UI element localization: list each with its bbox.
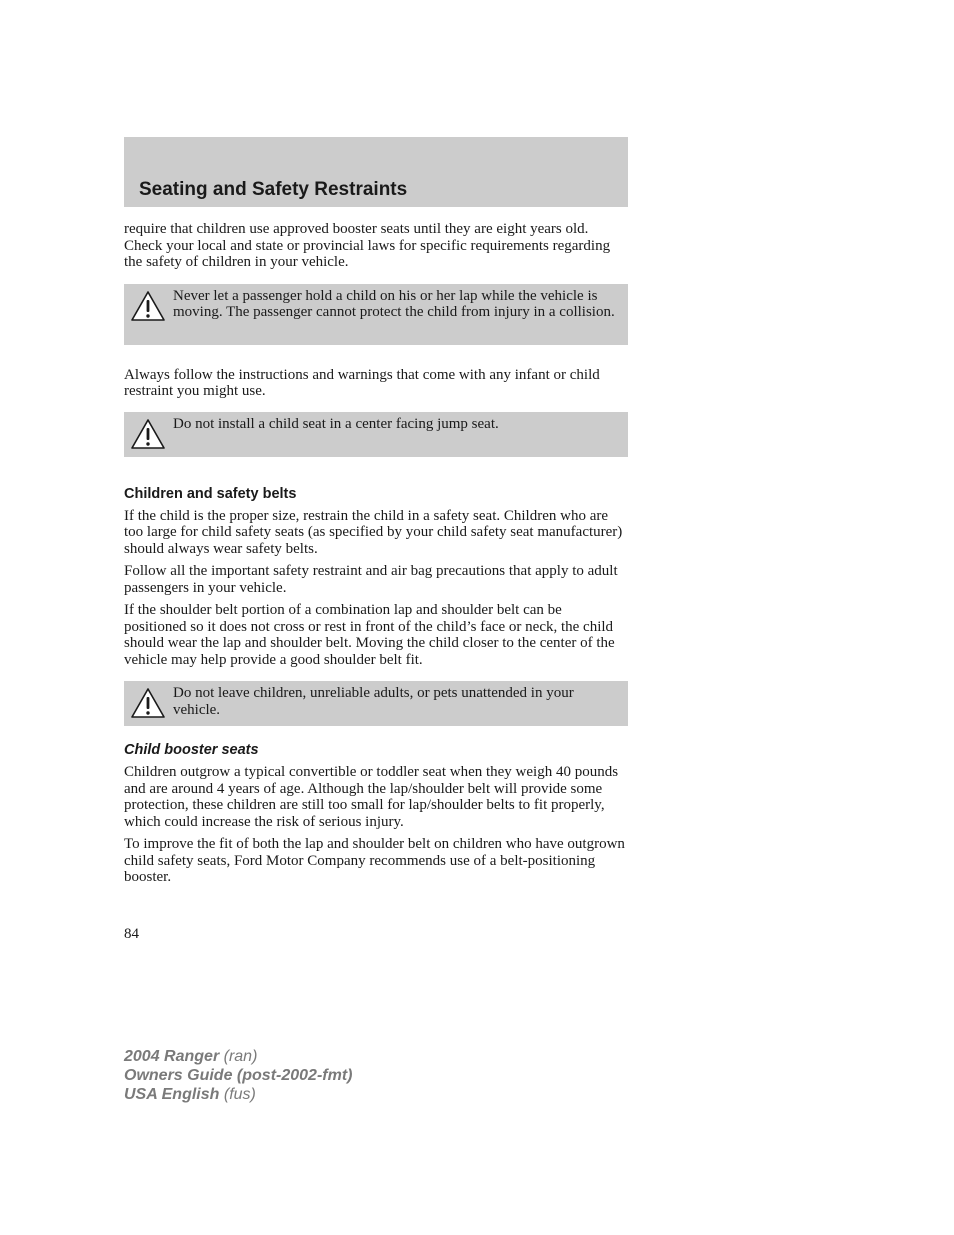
- footer-model: 2004 Ranger: [124, 1048, 220, 1065]
- warning-box-lap: [124, 284, 628, 345]
- paragraph-proper-size: If the child is the proper size, restrain the child in a safety seat. Children who are too large for child safety seats (as specified by your child safety seat manufacturer) should always wear safety belts.: [124, 507, 623, 557]
- paragraph-shoulder-belt: If the shoulder belt portion of a combination lap and shoulder belt can be positioned so it does not cross or rest in front of the child’s face or neck, the child should wear the lap and shoulder belt. Moving the child closer to the center of the vehicle may help provide a good shoulder belt fit.: [124, 602, 615, 668]
- footer-line-model: [124, 1047, 352, 1066]
- warning-text: Never let a passenger hold a child on his or her lap while the vehicle is moving. The passenger cannot protect the child from injury in a collision.: [173, 287, 615, 320]
- section-header-band: [124, 137, 628, 207]
- warning-triangle-icon: [130, 686, 166, 720]
- footer-model-code: (ran): [223, 1048, 258, 1065]
- warning-box-unattended: [124, 681, 628, 726]
- heading-children-safety-belts: Children and safety belts: [124, 485, 297, 502]
- paragraph-booster-law: require that children use approved booster seats until they are eight years old. Check your local and state or provincial laws for specific requirements regarding the safety of children in your vehicle.: [124, 221, 611, 270]
- footer-line-language: [124, 1085, 352, 1104]
- footer-language: USA English: [124, 1086, 220, 1103]
- paragraph-follow-instructions: Always follow the instructions and warnings that come with any infant or child restraint you might use.: [124, 366, 600, 399]
- page-number: 84: [124, 926, 139, 942]
- warning-box-jump-seat: [124, 412, 628, 457]
- warning-text: Do not leave children, unreliable adults, or pets unattended in your vehicle.: [173, 685, 574, 718]
- footer-language-code: (fus): [223, 1086, 256, 1103]
- paragraph-improve-fit: To improve the fit of both the lap and shoulder belt on children who have outgrown child safety seats, Ford Motor Company recommends use of a belt-positioning booster.: [124, 836, 625, 885]
- footer-line-guide: [124, 1066, 352, 1085]
- page-content: [124, 221, 628, 892]
- paragraph-outgrow: Children outgrow a typical convertible or toddler seat when they weigh 40 pounds and are around 4 years of age. Although the lap/shoulder belt will provide some protection, these children are still too small for lap/shoulder belts to fit properly, which could increase the risk of serious injury.: [124, 764, 619, 830]
- document-footer: [124, 1047, 352, 1104]
- warning-triangle-icon: [130, 289, 166, 323]
- warning-triangle-icon: [130, 417, 166, 451]
- paragraph-precautions: Follow all the important safety restraint and air bag precautions that apply to adult passengers in your vehicle.: [124, 563, 618, 596]
- section-title: Seating and Safety Restraints: [139, 179, 408, 200]
- warning-text: Do not install a child seat in a center facing jump seat.: [173, 415, 499, 432]
- footer-guide: Owners Guide (post-2002-fmt): [124, 1067, 353, 1084]
- heading-child-booster-seats: Child booster seats: [124, 742, 259, 758]
